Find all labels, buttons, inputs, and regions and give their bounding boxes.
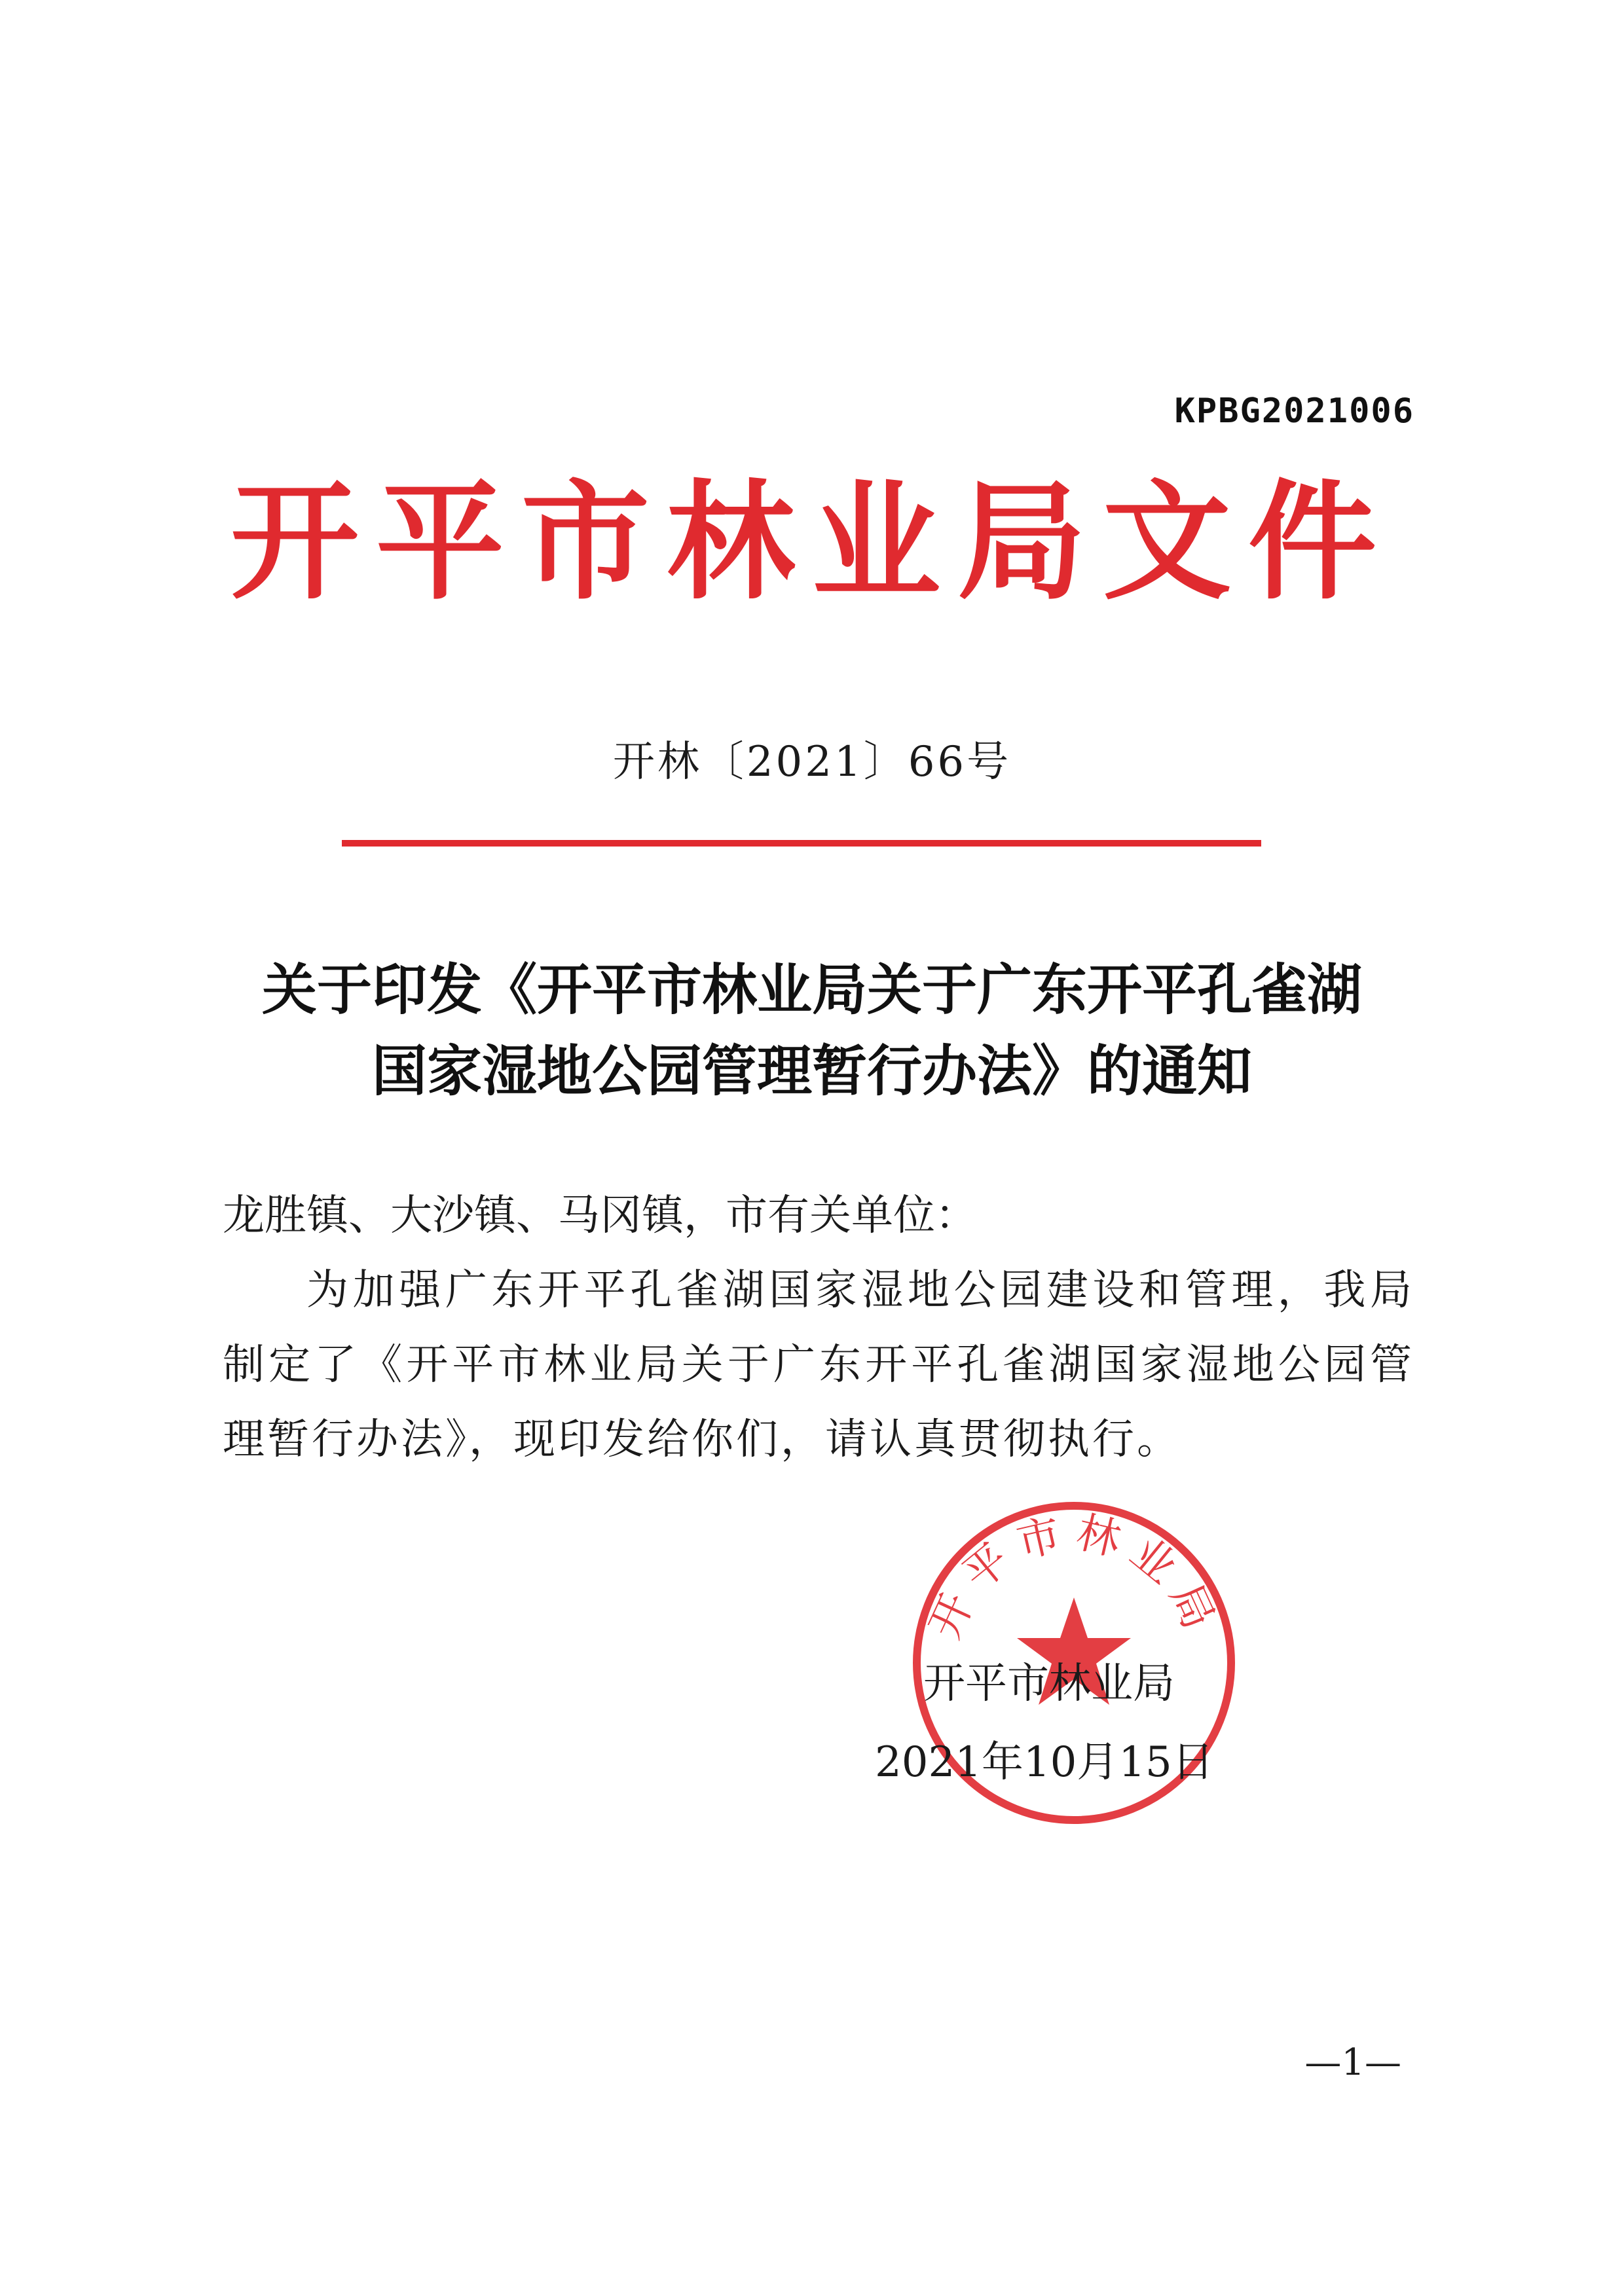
page-number: —1— xyxy=(1304,2041,1401,2084)
signer-name: 开平市林业局 xyxy=(923,1660,1175,1708)
red-divider-line xyxy=(342,840,1261,847)
signature-date: 2021年10月15日 xyxy=(875,1738,1214,1787)
document-title xyxy=(0,949,1624,1112)
document-body xyxy=(223,1178,1414,1477)
document-header: 开平市林业局文件 xyxy=(230,467,1393,617)
addressee: 龙胜镇、大沙镇、马冈镇，市有关单位： xyxy=(223,1192,977,1240)
seal-text: 开平市林业局 xyxy=(919,1506,1229,1647)
title-line-1: 关于印发《开平市林业局关于广东开平孔雀湖 xyxy=(261,958,1362,1022)
title-line-2: 国家湿地公园管理暂行办法》的通知 xyxy=(371,1039,1252,1103)
body-paragraph: 为加强广东开平孔雀湖国家湿地公园建设和管理，我局制定了《开平市林业局关于广东开平孔雀湖国家湿地公园管理暂行办法》，现印发给你们，请认真贯彻执行。 xyxy=(223,1266,1414,1464)
document-code: KPBG2021006 xyxy=(1174,392,1414,431)
document-number: 开林〔2021〕66号 xyxy=(612,738,1012,786)
